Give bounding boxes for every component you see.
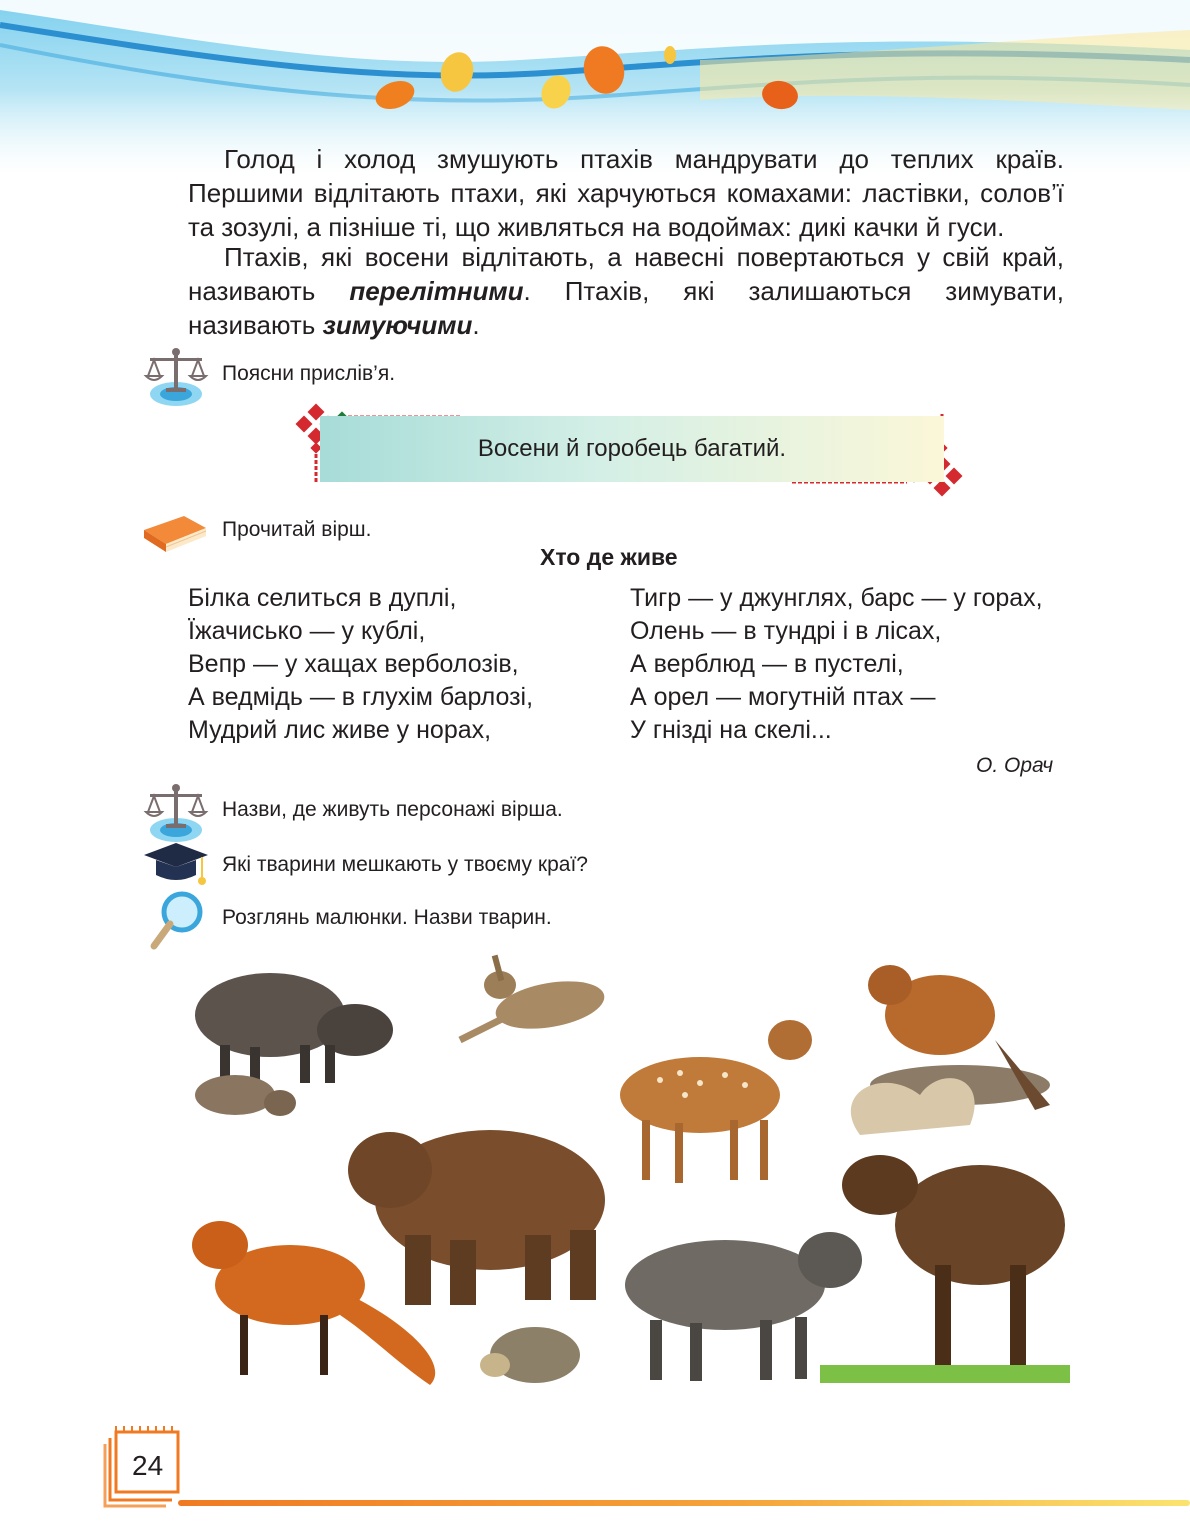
task-name-homes bbox=[140, 780, 563, 840]
proverb-text: Восени й горобець багатий. bbox=[477, 435, 787, 462]
poem-line: Білка селиться в дуплі, bbox=[188, 584, 457, 612]
task-label: Поясни прислів’я. bbox=[222, 362, 396, 385]
poem-column-right bbox=[630, 582, 1043, 747]
task-which-animals bbox=[140, 835, 588, 895]
hedgehog-icon bbox=[480, 1327, 580, 1383]
poem-line: А ведмідь — в глухім барлозі, bbox=[188, 683, 534, 711]
poem-line: Вепр — у хащах верболозів, bbox=[188, 650, 519, 678]
task-explain-proverb bbox=[140, 344, 395, 404]
definition-paragraph: Птахів, які восени відлітають, а навесні повертаються у свій край, називають перелітними. Птахів, які залишаються зимувати, називають зимуючими. bbox=[188, 242, 1064, 340]
poem-line: Їжачисько — у кублі, bbox=[188, 617, 426, 645]
poem-title: Хто де живе bbox=[540, 544, 678, 570]
task-label: Прочитай вірш. bbox=[222, 518, 372, 541]
footer-line bbox=[178, 1500, 1190, 1506]
intro-paragraph: Голод і холод змушують птахів мандрувати до теплих країв. Першими відлітають птахи, які харчуються комахами: ластівки, солов’ї та зозулі, а пізніше ті, що живляться на водоймах: дикі качки й гуси. bbox=[188, 144, 1064, 242]
poem-line: Мудрий лис живе у норах, bbox=[188, 716, 492, 744]
moose-icon bbox=[820, 1078, 1070, 1383]
poem-line: А верблюд — в пустелі, bbox=[630, 650, 904, 678]
poem-line: А орел — могутній птах — bbox=[630, 683, 936, 711]
term-wintering: зимуючими bbox=[322, 310, 473, 340]
poem-author: О. Орач bbox=[976, 754, 1054, 777]
task-label: Назви, де живуть персонажі вірша. bbox=[222, 798, 563, 821]
boar-icon bbox=[195, 973, 393, 1087]
poem-line: Тигр — у джунглях, барс — у горах, bbox=[630, 584, 1043, 612]
page-number: 24 bbox=[132, 1450, 164, 1481]
task-look-pictures bbox=[140, 888, 552, 948]
proverb-box bbox=[320, 416, 944, 482]
bear-icon bbox=[348, 1130, 605, 1305]
task-label: Які тварини мешкають у твоєму краї? bbox=[222, 853, 588, 876]
magnifier-icon bbox=[140, 888, 210, 948]
book-icon bbox=[140, 500, 210, 560]
wolf-icon bbox=[625, 1232, 862, 1381]
task-label: Розглянь малюнки. Назви тварин. bbox=[222, 906, 552, 929]
fox-icon bbox=[192, 1221, 435, 1385]
term-migratory: перелітними bbox=[349, 276, 524, 306]
scales-icon bbox=[140, 780, 210, 840]
task-read-poem bbox=[140, 500, 371, 560]
graduation-cap-icon bbox=[140, 835, 210, 895]
poem-line: У гнізді на скелі... bbox=[630, 716, 832, 744]
deer-fawn-icon bbox=[620, 1020, 812, 1183]
poem-line: Олень — в тундрі і в лісах, bbox=[630, 617, 942, 645]
piglet-icon bbox=[195, 1075, 296, 1116]
page-number-badge bbox=[102, 1422, 182, 1510]
poem-column-left bbox=[188, 582, 533, 747]
hare-icon bbox=[460, 955, 608, 1040]
animals-illustration bbox=[180, 945, 1070, 1395]
scales-icon bbox=[140, 344, 210, 404]
